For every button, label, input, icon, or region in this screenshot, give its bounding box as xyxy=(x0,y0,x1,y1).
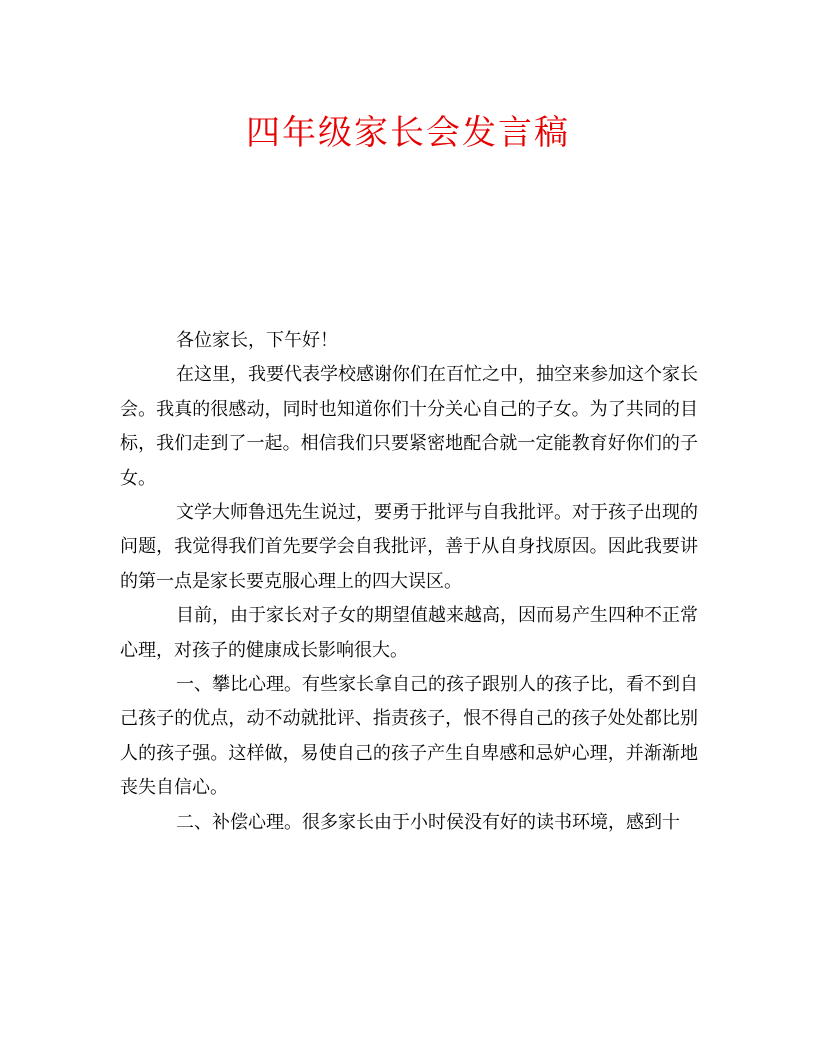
paragraph-expectations: 目前，由于家长对子女的期望值越来越高，因而易产生四种不正常心理，对孩子的健康成长影响很大。 xyxy=(120,605,698,661)
document-body xyxy=(120,324,698,840)
paragraph-thanks: 在这里，我要代表学校感谢你们在百忙之中，抽空来参加这个家长会。我真的很感动，同时也知道你们十分关心自己的子女。为了共同的目标，我们走到了一起。相信我们只要紧密地配合就一定能教育好你们的子女。 xyxy=(120,364,698,489)
paragraph-compensation-mentality: 二、补偿心理。很多家长由于小时侯没有好的读书环境，感到十 xyxy=(176,811,680,833)
paragraph-comparison-mentality: 一、攀比心理。有些家长拿自己的孩子跟别人的孩子比，看不到自己孩子的优点，动不动就批评、指责孩子，恨不得自己的孩子处处都比别人的孩子强。这样做，易使自己的孩子产生自卑感和忌妒心理，并渐渐地丧失自信心。 xyxy=(120,674,698,799)
paragraph-self-criticism: 文学大师鲁迅先生说过，要勇于批评与自我批评。对于孩子出现的问题，我觉得我们首先要学会自我批评，善于从自身找原因。因此我要讲的第一点是家长要克服心理上的四大误区。 xyxy=(120,502,698,592)
document-title: 四年级家长会发言稿 xyxy=(246,113,570,153)
paragraph-greeting: 各位家长，下午好！ xyxy=(176,330,338,351)
